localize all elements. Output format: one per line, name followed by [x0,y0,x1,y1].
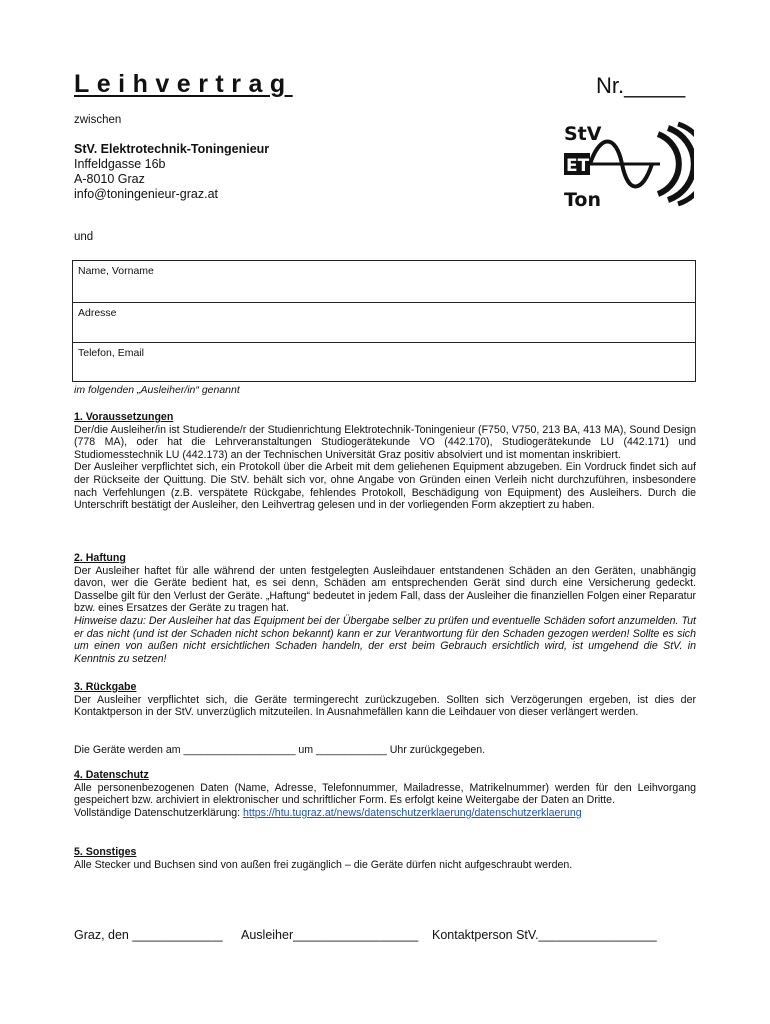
logo-arc-1 [658,134,679,194]
organization-email: info@toningenieur-graz.at [74,187,219,201]
stv-et-ton-logo [560,120,694,212]
section-1-paragraph-1: Der/die Ausleiher/in ist Studierende/r der Studienrichtung Elektrotechnik-Toningenieur (F750, V750, 213 BA, 413 MA), Sound Design (778 MA), oder hat die Lehrveranstaltungen Studiogerätekunde VO (442.170), Studiogerätekunde LU (442.171) und Studiomesstechnik LU (442.173) an der Technischen Universität Graz positiv absolviert und ist momentan inskribiert. [74,423,696,461]
section-2-heading: 2. Haftung [74,552,126,564]
section-rueckgabe [74,681,696,719]
logo-text-et: ET [566,156,590,176]
zwischen-label: zwischen [74,114,122,126]
address-field-label: Adresse [78,307,117,319]
organization-street: Inffeldgasse 16b [74,157,166,171]
contact-field-label: Telefon, Email [78,347,144,359]
section-3-paragraph-1: Der Ausleiher verpflichtet sich, die Geräte termingerecht zurückzugeben. Sollten sich Verzögerungen ergeben, ist dies der Kontaktperson in der StV. unverzüglich mitzuteilen. In Ausnahmefällen kann die Leihdauer von dieser verlängert werden. [74,693,696,719]
document-title: Leihvertrag [74,70,293,98]
section-5-paragraph-1: Alle Stecker und Buchsen sind von außen frei zugänglich – die Geräte dürfen nicht aufgeschraubt werden. [74,858,573,871]
privacy-link-prefix: Vollständige Datenschutzerklärung: [74,806,244,819]
privacy-statement-line [74,807,696,820]
section-3-heading: 3. Rückgabe [74,681,137,693]
borrower-info-table [72,260,696,382]
section-1-heading: 1. Voraussetzungen [74,411,174,423]
und-label: und [74,231,94,243]
section-voraussetzungen [74,411,696,512]
name-field-label: Name, Vorname [78,265,154,277]
section-haftung [74,552,696,665]
privacy-policy-link[interactable]: https://htu.tugraz.at/news/datenschutzerklaerung/datenschutzerklaerung [243,806,582,819]
section-2-paragraph-1: Der Ausleiher haftet für alle während der unten festgelegten Ausleihdauer entstandenen Schäden an den Geräten, unabhängig davon, wer die Geräte bedient hat, es sei denn, Schäden am entsprechenden Gerät sind durch eine Versicherung gedeckt. Dasselbe gilt für den Verlust der Geräte. „Haftung“ bedeutet in jedem Fall, dass der Ausleiher die finanziellen Folgen einer Reparatur bzw. eines Ersatzes der Geräte zu tragen hat. [74,564,696,615]
section-4-heading: 4. Datenschutz [74,769,149,781]
organization-address [74,142,269,202]
signature-contact-person[interactable]: Kontaktperson StV._________________ [432,928,657,942]
contact-field-row[interactable] [73,342,695,383]
section-4-paragraph-1: Alle personenbezogenen Daten (Name, Adresse, Telefonnummer, Mailadresse, Matrikelnummer) werden für den Leihvorgang gespeichert bzw. archiviert in elektronischer und schriftlicher Form. Es erfolgt keine Weitergabe der Daten an Dritte. [74,781,696,807]
borrower-designation-note: im folgenden „Ausleiher/in“ genannt [74,384,240,396]
section-datenschutz [74,769,696,819]
section-2-notice: Hinweise dazu: Der Ausleiher hat das Equipment bei der Übergabe selber zu prüfen und eventuelle Schäden sofort anzumelden. Tut er das nicht (und ist der Schaden nicht schon bekannt) kann er zur Verantwortung für den Schaden gezogen werden! Sollte es sich um einen von außen nicht ersichtlichen Schaden handeln, der erst beim Gebrauch ersichtlich wird, ist umgehend die StV. in Kenntnis zu setzen! [74,614,696,665]
section-1-paragraph-2: Der Ausleiher verpflichtet sich, ein Protokoll über die Arbeit mit dem geliehenen Equipment abzugeben. Ein Vordruck findet sich auf der Rückseite der Quittung. Die StV. behält sich vor, ohne Angabe von Gründen einen Verleih nicht durchzuführen, insbesondere nach Verfehlungen (z.B. verspätete Rückgabe, fehlendes Protokoll, Beschädigung von Equipment) des Ausleihers. Durch die Unterschrift bestätigt der Ausleiher, den Leihvertrag gelesen und in der vorliegenden Form akzeptiert zu haben. [74,461,696,512]
contract-number: Nr._____ [596,73,686,98]
section-5-heading: 5. Sonstiges [74,846,137,858]
address-field-row[interactable] [73,302,695,343]
logo-text-stv: StV [564,123,602,145]
signature-borrower[interactable]: Ausleiher__________________ [241,928,419,942]
organization-city: A-8010 Graz [74,172,145,186]
name-field-row[interactable] [73,261,695,302]
signature-place-date[interactable]: Graz, den _____________ [74,928,223,942]
logo-text-ton: Ton [564,189,602,211]
section-sonstiges [74,846,594,871]
return-date-line[interactable]: Die Geräte werden am ___________________ um ____________ Uhr zurückgegeben. [74,744,486,756]
organization-name: StV. Elektrotechnik-Toningenieur [74,142,270,156]
